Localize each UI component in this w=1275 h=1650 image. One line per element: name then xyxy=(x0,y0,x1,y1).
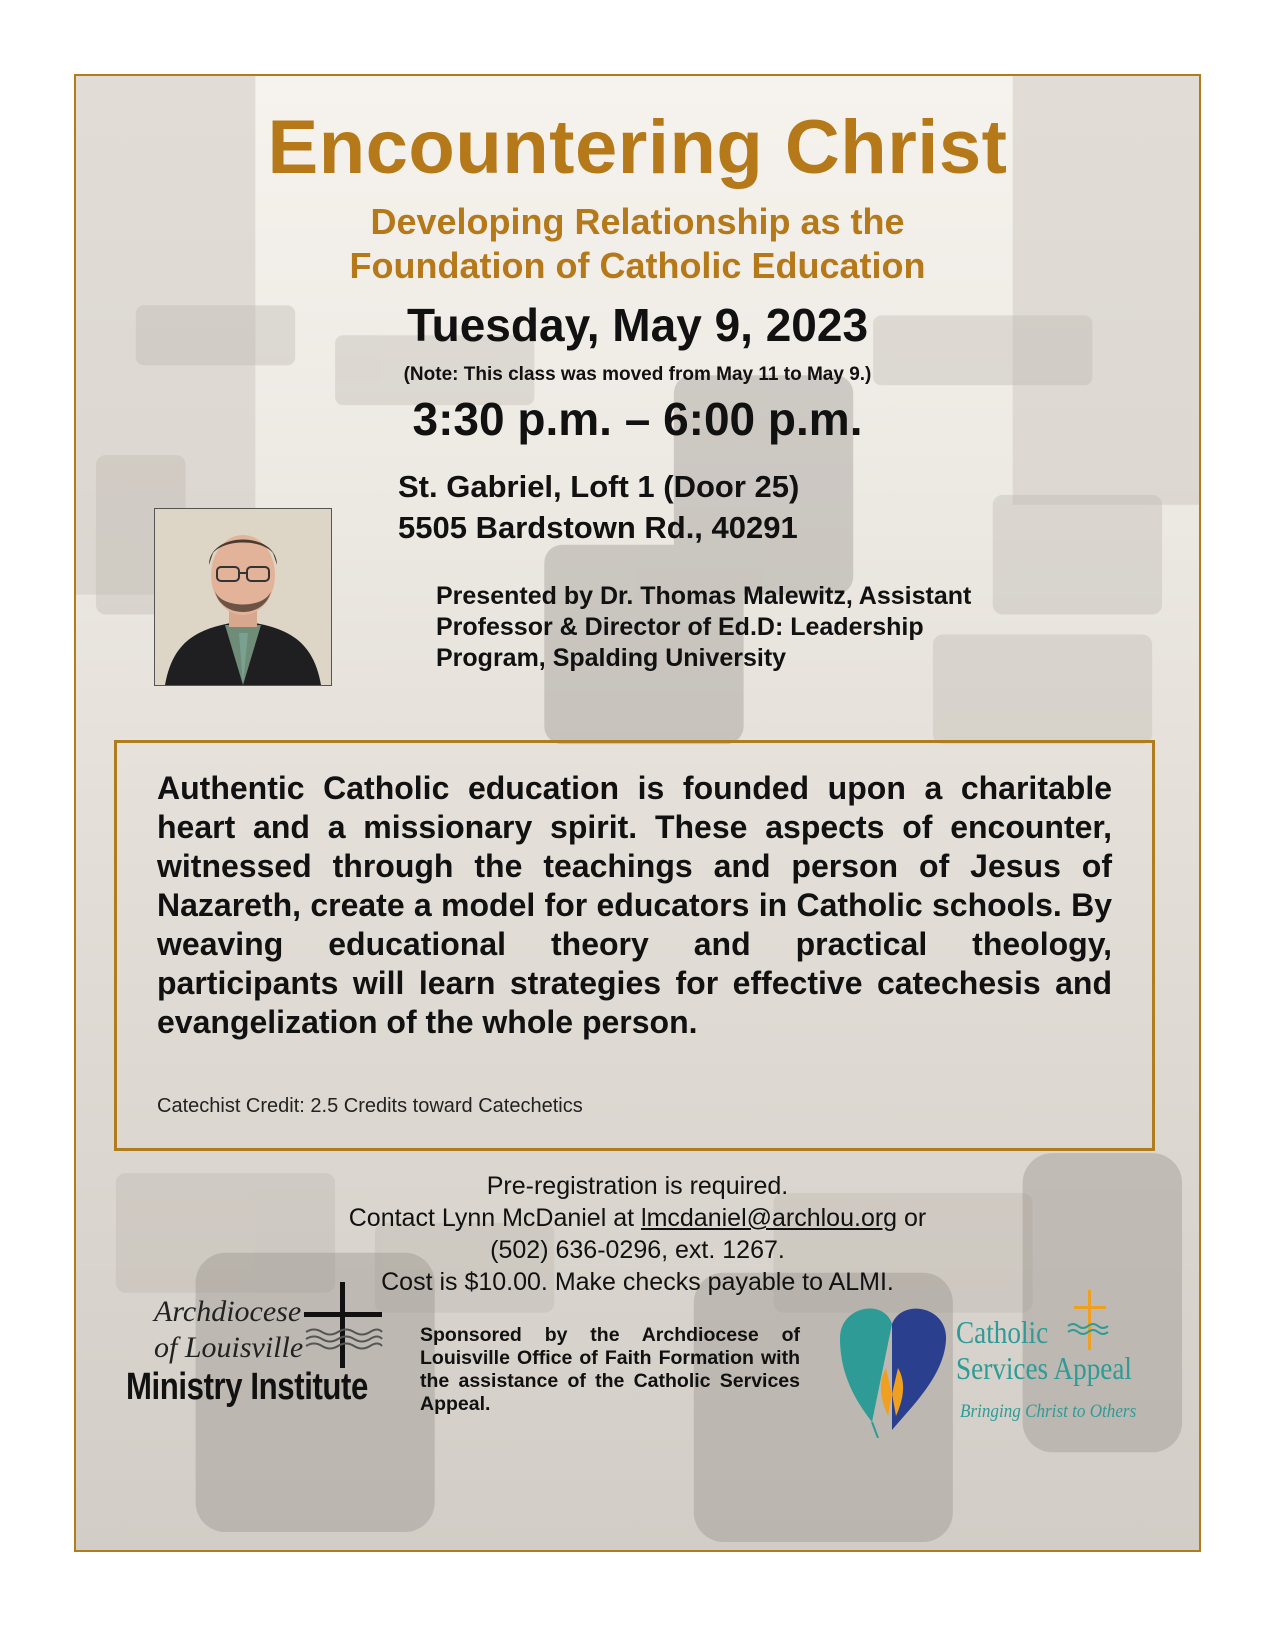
presenter-portrait-icon xyxy=(155,509,331,685)
presenter-line-1: Presented by Dr. Thomas Malewitz, Assistant xyxy=(436,582,972,610)
registration-contact: Contact Lynn McDaniel at lmcdaniel@archlou.org or xyxy=(348,1204,927,1232)
presenter-info xyxy=(436,581,1086,674)
registration-info xyxy=(76,1170,1199,1298)
csa-heart-hands-icon xyxy=(832,1298,952,1438)
csa-logo-line-1: Catholic xyxy=(956,1314,1049,1350)
catechist-credit: Catechist Credit: 2.5 Credits toward Catechetics xyxy=(157,1095,583,1117)
almi-logo xyxy=(154,1294,303,1366)
presenter-line-3: Program, Spalding University xyxy=(436,644,787,672)
csa-logo-line-2: Services Appeal xyxy=(956,1350,1132,1386)
event-date: Tuesday, May 9, 2023 xyxy=(406,299,869,351)
subtitle-line-2: Foundation of Catholic Education xyxy=(349,245,926,286)
date-change-note: (Note: This class was moved from May 11 to May 9.) xyxy=(403,364,872,385)
almi-logo-line-1: Archdiocese xyxy=(154,1295,302,1328)
presenter-photo xyxy=(154,508,332,686)
flyer xyxy=(74,74,1201,1552)
event-description: Authentic Catholic education is founded upon a charitable heart and a missionary spirit. These aspects of encounter, witnessed through the teachings and person of Jesus of Nazareth, create a model for educators in Catholic schools. By weaving educational theory and practical theology, participants will learn strategies for effective catechesis and evangelization of the whole person. xyxy=(157,770,1112,1040)
sponsor-text: Sponsored by the Archdiocese of Louisville Office of Faith Formation with the assistance of the Catholic Services Appeal. xyxy=(420,1324,800,1415)
registration-cost: Cost is $10.00. Make checks payable to ALMI. xyxy=(381,1268,894,1296)
contact-phone: (502) 636-0296, ext. 1267. xyxy=(490,1236,785,1264)
event-location xyxy=(398,466,799,548)
csa-cross-icon xyxy=(1066,1290,1114,1350)
almi-cross-icon xyxy=(302,1282,384,1368)
csa-tagline: Bringing Christ to Others xyxy=(960,1401,1137,1422)
description-box xyxy=(114,740,1155,1151)
event-subtitle xyxy=(76,200,1199,288)
location-line-2: 5505 Bardstown Rd., 40291 xyxy=(398,510,798,545)
registration-required: Pre-registration is required. xyxy=(486,1172,789,1200)
almi-logo-line-2: of Louisville xyxy=(154,1331,304,1364)
almi-logo-line-3: Ministry Institute xyxy=(126,1366,368,1408)
subtitle-line-1: Developing Relationship as the xyxy=(370,201,905,242)
contact-email-link[interactable]: lmcdaniel@archlou.org xyxy=(641,1204,898,1232)
presenter-line-2: Professor & Director of Ed.D: Leadership xyxy=(436,613,924,641)
event-time: 3:30 p.m. – 6:00 p.m. xyxy=(412,393,863,445)
event-title: Encountering Christ xyxy=(267,105,1008,190)
location-line-1: St. Gabriel, Loft 1 (Door 25) xyxy=(398,469,800,504)
